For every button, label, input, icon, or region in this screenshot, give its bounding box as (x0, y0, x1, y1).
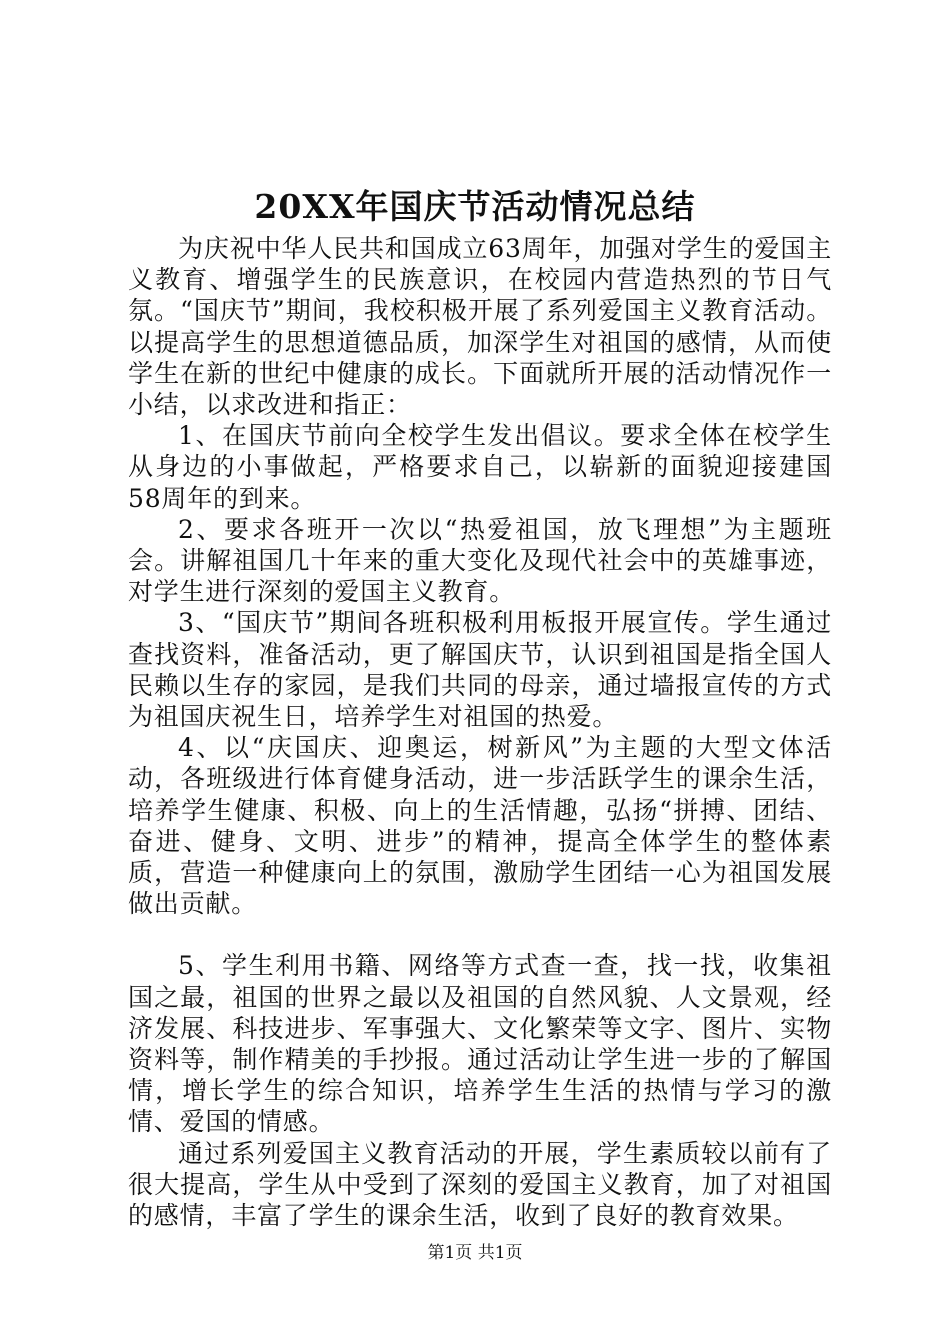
conclusion-paragraph: 通过系列爱国主义教育活动的开展，学生素质较以前有了很大提高，学生从中受到了深刻的爱国主义教育，加了对祖国的感情，丰富了学生的课余生活，收到了良好的教育效果。 (128, 1138, 832, 1231)
item-2-paragraph: 2、要求各班开一次以“热爱祖国，放飞理想”为主题班会。讲解祖国几十年来的重大变化及现代社会中的英雄事迹，对学生进行深刻的爱国主义教育。 (128, 514, 832, 607)
document-body (128, 233, 832, 1231)
page-number-footer: 第1页 共1页 (427, 1243, 523, 1263)
item-3-paragraph: 3、“国庆节”期间各班积极利用板报开展宣传。学生通过查找资料，准备活动，更了解国庆节，认识到祖国是指全国人民赖以生存的家园，是我们共同的母亲，通过墙报宣传的方式为祖国庆祝生日，培养学生对祖国的热爱。 (128, 608, 832, 732)
document-title: 20XX年国庆节活动情况总结 (254, 187, 696, 226)
item-4-paragraph: 4、以“庆国庆、迎奥运，树新风”为主题的大型文体活动，各班级进行体育健身活动，进一步活跃学生的课余生活，培养学生健康、积极、向上的生活情趣，弘扬“拼搏、团结、奋进、健身、文明、进步”的精神，提高全体学生的整体素质，营造一种健康向上的氛围，激励学生团结一心为祖国发展做出贡献。 (128, 733, 832, 919)
item-1-paragraph: 1、在国庆节前向全校学生发出倡议。要求全体在校学生从身边的小事做起，严格要求自己，以崭新的面貌迎接建国58周年的到来。 (128, 421, 832, 513)
item-5-paragraph: 5、学生利用书籍、网络等方式查一查，找一找，收集祖国之最，祖国的世界之最以及祖国的自然风貌、人文景观，经济发展、科技进步、军事强大、文化繁荣等文字、图片、实物资料等，制作精美的手抄报。通过活动让学生进一步的了解国情，增长学生的综合知识，培养学生生活的热情与学习的激情、爱国的情感。 (128, 951, 832, 1137)
intro-paragraph: 为庆祝中华人民共和国成立63周年，加强对学生的爱国主义教育、增强学生的民族意识，在校园内营造热烈的节日气氛。“国庆节”期间，我校积极开展了系列爱国主义教育活动。以提高学生的思想道德品质，加深学生对祖国的感情，从而使学生在新的世纪中健康的成长。下面就所开展的活动情况作一小结，以求改进和指正： (128, 234, 832, 420)
